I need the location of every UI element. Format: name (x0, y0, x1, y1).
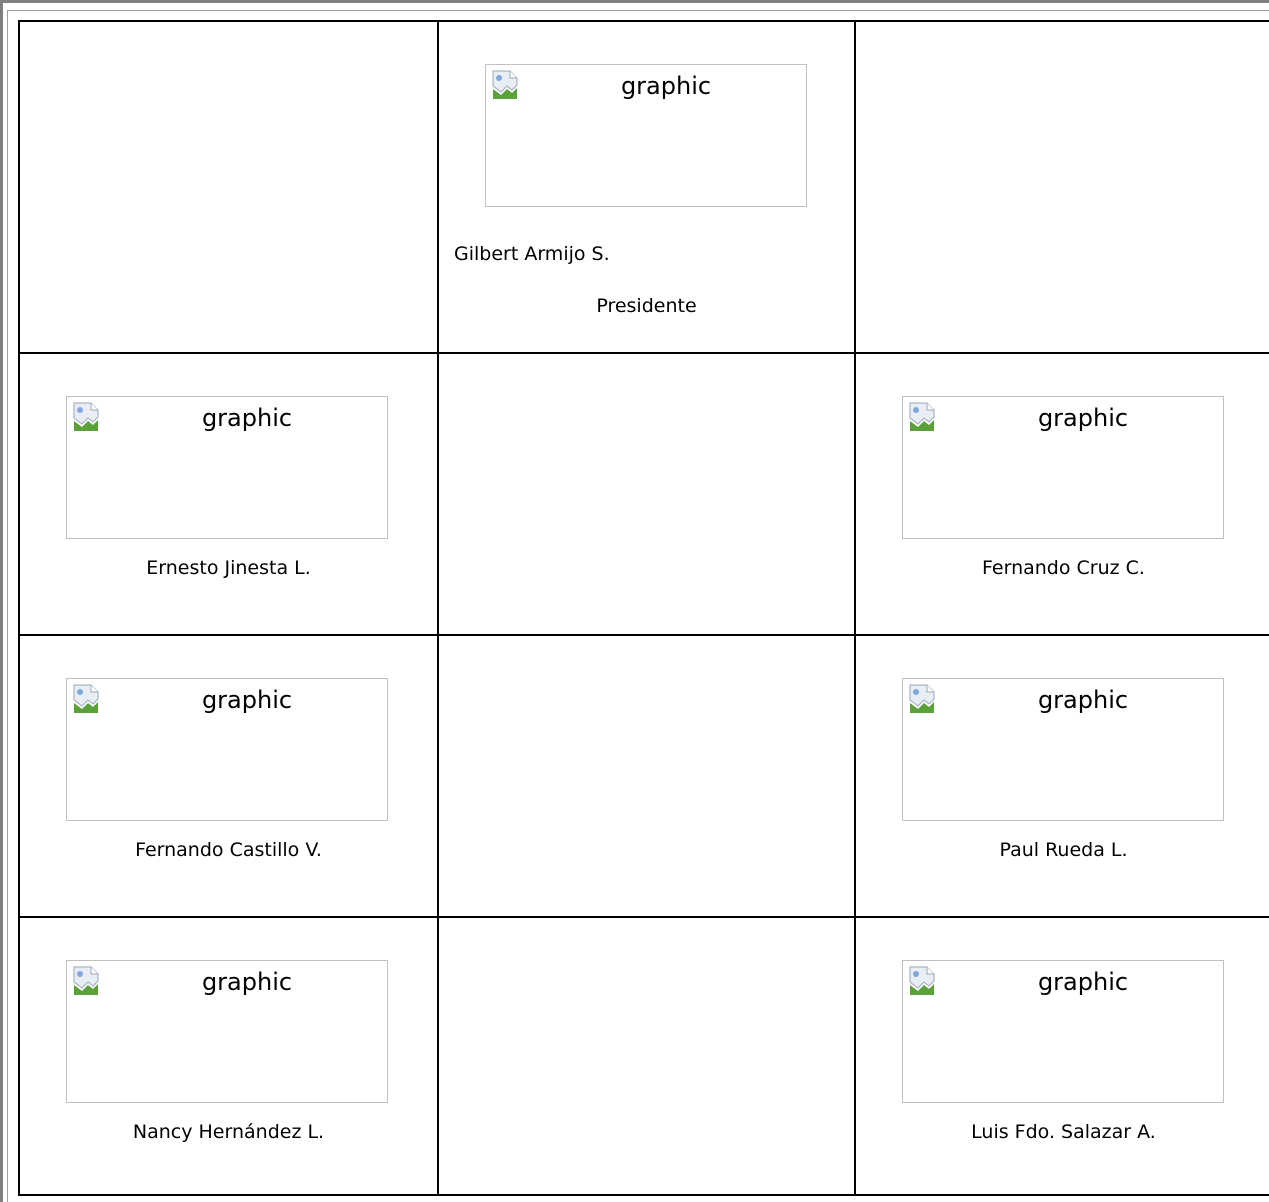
empty-cell (855, 21, 1269, 353)
table-row (19, 635, 1269, 917)
table-row (19, 21, 1269, 353)
empty-cell (438, 917, 855, 1195)
member-name: Ernesto Jinesta L. (146, 557, 311, 579)
empty-cell (438, 635, 855, 917)
president-cell (438, 21, 855, 353)
member-name: Nancy Hernández L. (132, 1121, 325, 1143)
broken-image (66, 396, 388, 539)
empty-cell (19, 21, 438, 353)
member-cell (855, 635, 1269, 917)
member-name: Paul Rueda L. (999, 839, 1128, 861)
table-row (19, 917, 1269, 1195)
image-alt-text: graphic (201, 968, 293, 996)
broken-image (902, 678, 1224, 821)
image-alt-text: graphic (1037, 404, 1129, 432)
broken-image (485, 64, 807, 207)
image-alt-text: graphic (1037, 968, 1129, 996)
image-alt-text: graphic (620, 72, 712, 100)
member-cell (855, 353, 1269, 635)
broken-image (902, 396, 1224, 539)
image-alt-text: graphic (1037, 686, 1129, 714)
member-name: Fernando Castillo V. (135, 839, 322, 861)
table-row (19, 353, 1269, 635)
member-name: Luis Fdo. Salazar A. (971, 1121, 1156, 1143)
president-role: Presidente (596, 295, 697, 317)
broken-image (66, 678, 388, 821)
broken-image (902, 960, 1224, 1103)
member-cell (19, 917, 438, 1195)
member-cell (19, 353, 438, 635)
empty-cell (438, 353, 855, 635)
image-alt-text: graphic (201, 686, 293, 714)
member-cell (855, 917, 1269, 1195)
broken-image (66, 960, 388, 1103)
member-name: Fernando Cruz C. (982, 557, 1145, 579)
member-cell (19, 635, 438, 917)
president-name: Gilbert Armijo S. (454, 243, 610, 265)
image-alt-text: graphic (201, 404, 293, 432)
magistrates-table (18, 20, 1269, 1196)
